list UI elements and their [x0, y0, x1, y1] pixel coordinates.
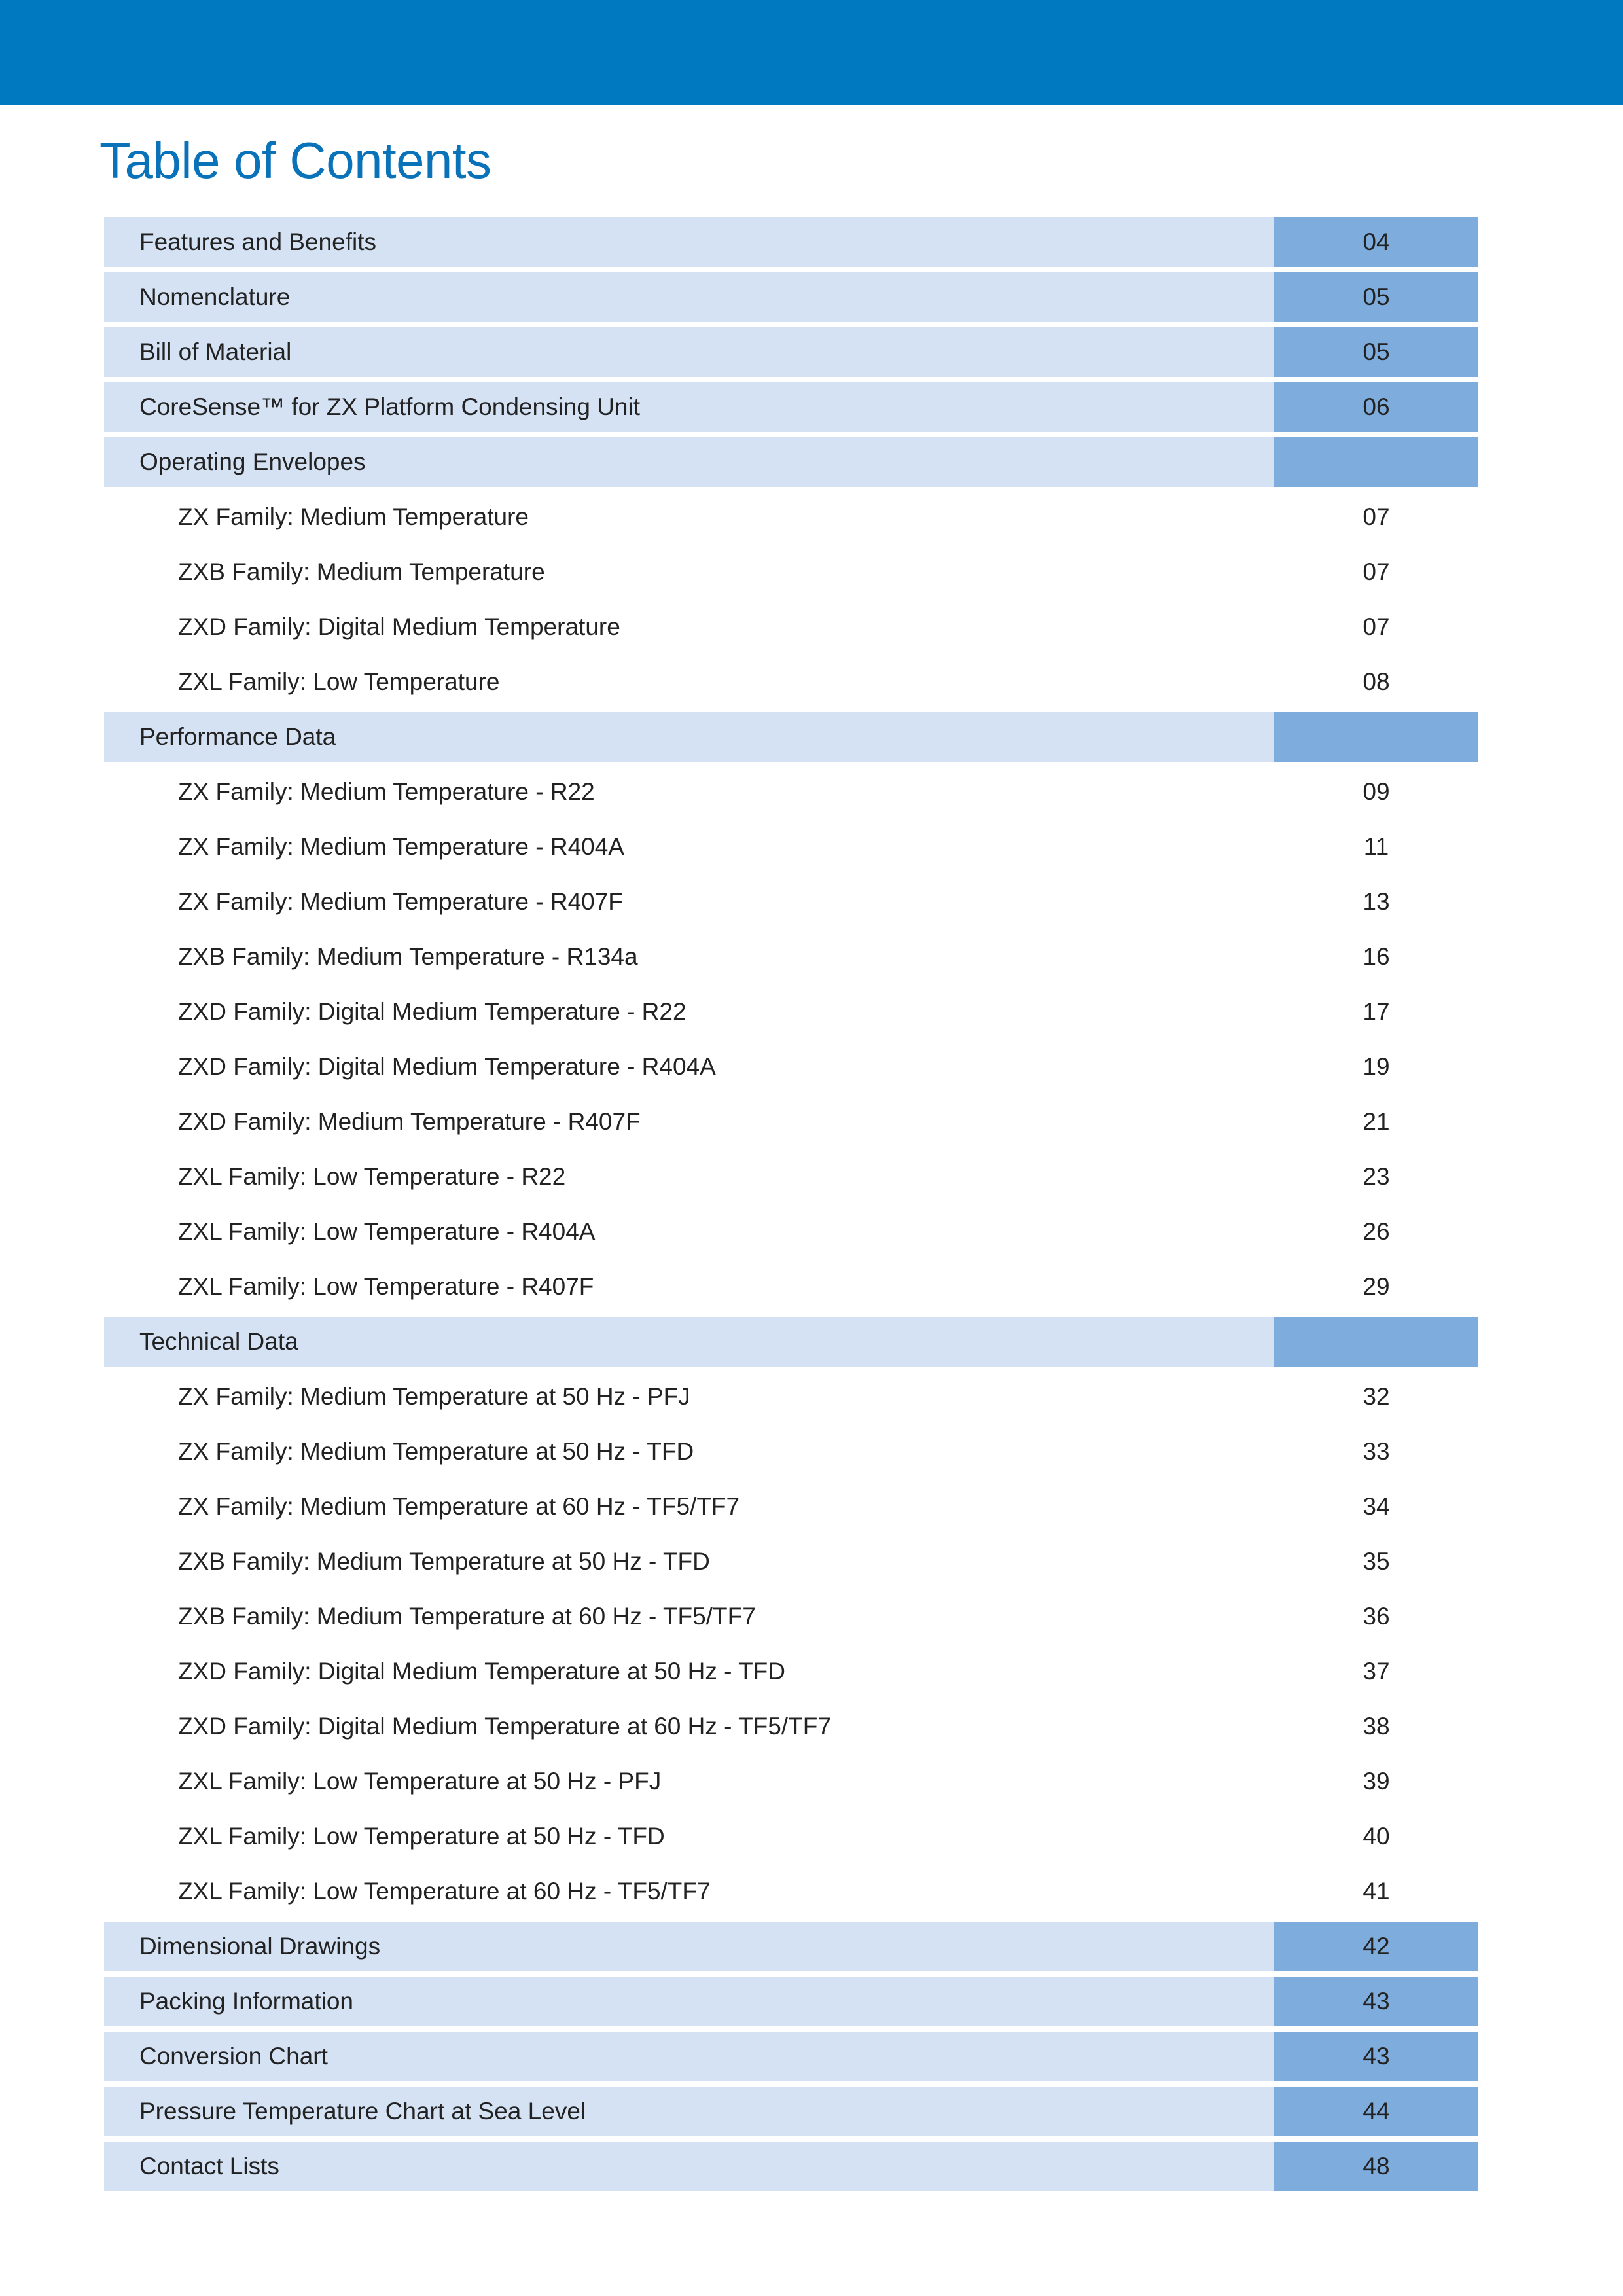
toc-page-number: 08: [1363, 668, 1390, 695]
toc-entry-label: Performance Data: [104, 712, 1274, 762]
toc-page-number: 09: [1363, 778, 1390, 805]
toc-entry-row[interactable]: [104, 1757, 1478, 1806]
toc-page-number: 07: [1363, 503, 1390, 530]
toc-entry-label: ZXD Family: Digital Medium Temperature at 50 Hz - TFD: [178, 1658, 785, 1685]
header-band: [0, 0, 1623, 105]
toc-page-number: 23: [1363, 1163, 1390, 1190]
toc-entry-label: Dimensional Drawings: [104, 1922, 1274, 1971]
toc-entry-label: Features and Benefits: [104, 217, 1274, 267]
toc-page-number: 32: [1363, 1383, 1390, 1410]
toc-page-number: 13: [1363, 888, 1390, 915]
toc-section-row[interactable]: [104, 712, 1478, 762]
toc-entry-label: ZXB Family: Medium Temperature: [178, 558, 545, 585]
toc-entry-label: ZX Family: Medium Temperature: [178, 503, 529, 530]
toc-entry-row[interactable]: [104, 1042, 1478, 1092]
toc-page-number: [1274, 437, 1478, 487]
toc-entry-label: Operating Envelopes: [104, 437, 1274, 487]
toc-entry-label: ZX Family: Medium Temperature - R22: [178, 778, 595, 805]
toc-page-number: 42: [1274, 1922, 1478, 1971]
toc-page-number: 26: [1363, 1218, 1390, 1245]
toc-page-number: 29: [1363, 1273, 1390, 1300]
toc-entry-row[interactable]: [104, 1482, 1478, 1532]
toc-entry-row[interactable]: [104, 1702, 1478, 1751]
toc-page-number: 43: [1274, 2032, 1478, 2081]
toc-entry-label: ZXL Family: Low Temperature - R404A: [178, 1218, 596, 1245]
toc-section-row[interactable]: [104, 437, 1478, 487]
toc-entry-label: ZX Family: Medium Temperature at 50 Hz - PFJ: [178, 1383, 690, 1410]
page-title: Table of Contents: [99, 132, 491, 189]
toc-page-number: 17: [1363, 998, 1390, 1025]
toc-entry-row[interactable]: [104, 492, 1478, 542]
toc-section-row[interactable]: [104, 2087, 1478, 2136]
toc-entry-label: Contact Lists: [104, 2142, 1274, 2191]
table-of-contents: [104, 217, 1478, 2197]
toc-section-row[interactable]: [104, 2032, 1478, 2081]
toc-page-number: 16: [1363, 943, 1390, 970]
toc-entry-label: Technical Data: [104, 1317, 1274, 1367]
toc-page-number: 05: [1274, 327, 1478, 377]
toc-entry-row[interactable]: [104, 1207, 1478, 1257]
toc-entry-row[interactable]: [104, 1647, 1478, 1696]
toc-entry-label: ZXL Family: Low Temperature at 50 Hz - PFJ: [178, 1768, 662, 1795]
toc-section-row[interactable]: [104, 217, 1478, 267]
toc-entry-row[interactable]: [104, 822, 1478, 872]
toc-entry-label: ZXL Family: Low Temperature: [178, 668, 500, 695]
toc-entry-row[interactable]: [104, 1152, 1478, 1202]
toc-page-number: 36: [1363, 1603, 1390, 1630]
toc-page-number: 35: [1363, 1548, 1390, 1575]
toc-page-number: 05: [1274, 272, 1478, 322]
toc-page-number: [1274, 1317, 1478, 1367]
toc-entry-row[interactable]: [104, 767, 1478, 817]
toc-entry-label: ZX Family: Medium Temperature - R404A: [178, 833, 624, 860]
toc-entry-label: ZXB Family: Medium Temperature at 50 Hz - TFD: [178, 1548, 710, 1575]
toc-entry-row[interactable]: [104, 877, 1478, 927]
toc-entry-row[interactable]: [104, 1867, 1478, 1916]
toc-entry-label: ZXD Family: Medium Temperature - R407F: [178, 1108, 641, 1135]
toc-entry-row[interactable]: [104, 547, 1478, 597]
toc-entry-label: ZXL Family: Low Temperature - R22: [178, 1163, 566, 1190]
toc-entry-label: ZXB Family: Medium Temperature at 60 Hz - TF5/TF7: [178, 1603, 756, 1630]
toc-entry-label: CoreSense™ for ZX Platform Condensing Unit: [104, 382, 1274, 432]
toc-entry-label: ZXD Family: Digital Medium Temperature - R404A: [178, 1053, 716, 1080]
toc-section-row[interactable]: [104, 327, 1478, 377]
toc-entry-label: ZXD Family: Digital Medium Temperature at 60 Hz - TF5/TF7: [178, 1713, 831, 1740]
toc-section-row[interactable]: [104, 1922, 1478, 1971]
toc-entry-label: ZXD Family: Digital Medium Temperature: [178, 613, 620, 640]
toc-page-number: 07: [1363, 558, 1390, 585]
toc-page-number: 34: [1363, 1493, 1390, 1520]
toc-page-number: 39: [1363, 1768, 1390, 1795]
toc-section-row[interactable]: [104, 1977, 1478, 2026]
toc-entry-label: Packing Information: [104, 1977, 1274, 2026]
toc-entry-row[interactable]: [104, 1427, 1478, 1477]
toc-page-number: 07: [1363, 613, 1390, 640]
toc-entry-label: ZX Family: Medium Temperature at 60 Hz - TF5/TF7: [178, 1493, 740, 1520]
toc-page-number: 40: [1363, 1823, 1390, 1850]
toc-entry-row[interactable]: [104, 932, 1478, 982]
toc-page-number: 48: [1274, 2142, 1478, 2191]
toc-entry-row[interactable]: [104, 657, 1478, 707]
toc-entry-label: Pressure Temperature Chart at Sea Level: [104, 2087, 1274, 2136]
toc-entry-label: Conversion Chart: [104, 2032, 1274, 2081]
toc-entry-label: ZXL Family: Low Temperature - R407F: [178, 1273, 594, 1300]
toc-entry-label: ZX Family: Medium Temperature - R407F: [178, 888, 623, 915]
toc-entry-row[interactable]: [104, 1592, 1478, 1641]
toc-page-number: 33: [1363, 1438, 1390, 1465]
toc-page-number: [1274, 712, 1478, 762]
toc-page-number: 37: [1363, 1658, 1390, 1685]
toc-section-row[interactable]: [104, 382, 1478, 432]
toc-page-number: 43: [1274, 1977, 1478, 2026]
toc-entry-label: ZXL Family: Low Temperature at 50 Hz - TFD: [178, 1823, 665, 1850]
toc-entry-row[interactable]: [104, 1372, 1478, 1422]
toc-page-number: 44: [1274, 2087, 1478, 2136]
toc-entry-label: ZXD Family: Digital Medium Temperature - R22: [178, 998, 687, 1025]
toc-page-number: 38: [1363, 1713, 1390, 1740]
toc-entry-label: ZXL Family: Low Temperature at 60 Hz - TF5/TF7: [178, 1878, 711, 1905]
toc-entry-label: Bill of Material: [104, 327, 1274, 377]
toc-entry-label: Nomenclature: [104, 272, 1274, 322]
toc-entry-row[interactable]: [104, 602, 1478, 652]
toc-entry-label: ZXB Family: Medium Temperature - R134a: [178, 943, 638, 970]
toc-page-number: 06: [1274, 382, 1478, 432]
toc-section-row[interactable]: [104, 272, 1478, 322]
toc-section-row[interactable]: [104, 2142, 1478, 2191]
toc-entry-row[interactable]: [104, 1097, 1478, 1147]
toc-entry-row[interactable]: [104, 987, 1478, 1037]
toc-entry-row[interactable]: [104, 1812, 1478, 1861]
toc-page-number: 21: [1363, 1108, 1390, 1135]
toc-entry-row[interactable]: [104, 1537, 1478, 1587]
toc-page-number: 19: [1363, 1053, 1390, 1080]
toc-section-row[interactable]: [104, 1317, 1478, 1367]
toc-page-number: 11: [1363, 833, 1389, 860]
toc-page-number: 41: [1363, 1878, 1390, 1905]
toc-entry-label: ZX Family: Medium Temperature at 50 Hz - TFD: [178, 1438, 694, 1465]
toc-entry-row[interactable]: [104, 1262, 1478, 1312]
toc-page-number: 04: [1274, 217, 1478, 267]
